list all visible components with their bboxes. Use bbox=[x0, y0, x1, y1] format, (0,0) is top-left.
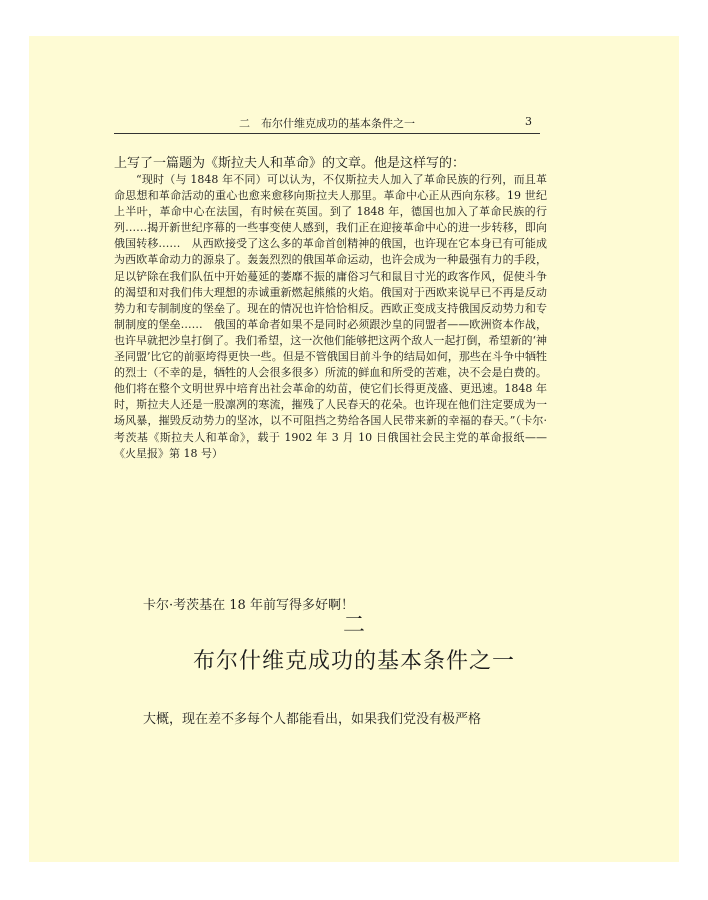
section-number: 二 bbox=[342, 613, 365, 638]
block-quote bbox=[114, 172, 547, 462]
running-header-title: 二 布尔什维克成功的基本条件之一 bbox=[239, 117, 415, 130]
running-header bbox=[114, 113, 540, 134]
remark-sentence: 卡尔·考茨基在 18 年前写得多好啊！ bbox=[143, 598, 354, 613]
section-title: 布尔什维克成功的基本条件之一 bbox=[192, 649, 515, 674]
page-number: 3 bbox=[525, 115, 532, 128]
quote-text: “现时（与 1848 年不同）可以认为，不仅斯拉夫人加入了革命民族的行列，而且革命思想和革命活动的重心也愈来愈移向斯拉夫人那里。革命中心正从西向东移。19 世纪上半叶，革命中心在法国，有时候在英国。到了 1848 年，德国也加入了革命民族的行列……揭开新世纪序幕的一些事变使人感到，我们正在迎接革命中心的进一步转移，即向俄国转移…… 从西欧接受了这么多的革命首创精神的俄国，也许现在它本身已有可能成为西欧革命动力的源泉了。轰轰烈烈的俄国革命运动，也许会成为一种最强有力的手段，足以铲除在我们队伍中开始蔓延的萎靡不振的庸俗习气和鼠目寸光的政客作风，促使斗争的渴望和对我们伟大理想的赤诚重新燃起熊熊的火焰。俄国对于西欧来说早已不再是反动势力和专制制度的堡垒了。现在的情况也许恰恰相反。西欧正变成支持俄国反动势力和专制制度的堡垒…… 俄国的革命者如果不是同时必须跟沙皇的同盟者——欧洲资本作战，也许早就把沙皇打倒了。我们希望，这一次他们能够把这两个敌人一起打倒，希望新的‘神圣同盟’比它的前驱垮得更快一些。但是不管俄国目前斗争的结局如何，那些在斗争中牺牲的烈士（不幸的是，牺牲的人会很多很多）所流的鲜血和所受的苦难，决不会是白费的。他们将在整个文明世界中培育出社会革命的幼苗，使它们长得更茂盛、更迅速。1848 年时，斯拉夫人还是一股凛冽的寒流，摧残了人民春天的花朵。也许现在他们注定要成为一场风暴，摧毁反动势力的坚冰，以不可阻挡之势给各国人民带来新的幸福的春天。”（卡尔·考茨基《斯拉夫人和革命》，载于 1902 年 3 月 10 日俄国社会民主党的革命报纸——《火星报》第 18 号） bbox=[114, 173, 547, 460]
body-paragraph: 大概，现在差不多每个人都能看出，如果我们党没有极严格 bbox=[143, 712, 482, 727]
intro-sentence: 上写了一篇题为《斯拉夫人和革命》的文章。他是这样写的： bbox=[114, 156, 466, 171]
